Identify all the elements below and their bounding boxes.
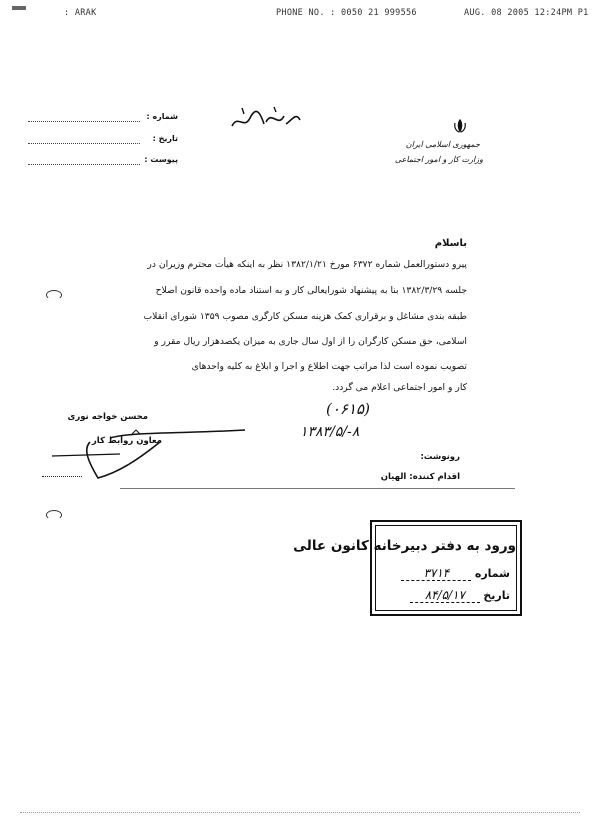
- footer-rule: [120, 488, 515, 489]
- stamp-date-label: تاریخ: [483, 589, 510, 602]
- copy-label: رونوشت:: [420, 452, 460, 462]
- org-line-2: وزارت کار و امور اجتماعی: [394, 155, 483, 164]
- stamp-number-value: ۳۷۱۴: [401, 566, 471, 581]
- handwritten-number: (۰۶۱۵): [326, 400, 370, 418]
- stamp-date-row: [382, 588, 510, 603]
- stamp-title: ورود به دفتر دبیرخانه کانون عالی: [293, 538, 516, 554]
- action-row: [381, 472, 460, 482]
- fax-datetime: AUG. 08 2005 12:24PM P1: [464, 8, 589, 18]
- scan-edge: [20, 812, 580, 813]
- punch-mark: [46, 510, 62, 520]
- body-line: جلسه ۱۳۸۲/۳/۲۹ بنا به پیشنهاد شورایعالی کار و به استناد ماده واحده قانون اصلاح: [155, 285, 467, 296]
- number-label: شماره :: [146, 112, 178, 121]
- scan-mark: [12, 6, 26, 10]
- stamp-number-label: شماره: [474, 567, 510, 580]
- emblem-icon: [452, 118, 468, 134]
- body-line: اسلامی، حق مسکن کارگران را از اول سال جاری به میزان یکصدهزار ریال مقرر و: [154, 336, 467, 347]
- date-label: تاریخ :: [152, 134, 178, 143]
- attachment-field: [28, 155, 178, 169]
- org-line-1: جمهوری اسلامی ایران: [405, 140, 480, 149]
- body-line: پیرو دستورالعمل شماره ۶۳۷۲ مورخ ۱۳۸۲/۱/۲۱ نظر به اینکه هیأت محترم وزیران در: [147, 259, 467, 270]
- action-label: اقدام کننده:: [409, 472, 460, 482]
- number-field: [28, 112, 178, 126]
- punch-mark: [46, 290, 62, 300]
- stamp-number-row: [382, 566, 510, 581]
- registry-stamp: [293, 520, 522, 616]
- signer-title: معاون روابط کار: [91, 436, 162, 446]
- invocation-calligraphy: [226, 104, 306, 134]
- body-line: طبقه بندی مشاغل و برقراری کمک هزینه مسکن کارگری مصوب ۱۳۵۹ شورای انقلاب: [143, 311, 467, 322]
- fax-sender: : ARAK: [64, 8, 97, 18]
- stamp-date-value: ۸۴/۵/۱۷: [410, 588, 480, 603]
- signer-name: محسن خواجه نوری: [67, 412, 148, 422]
- attachment-label: پیوست :: [144, 155, 178, 164]
- body-line: تصویب نموده است لذا مراتب جهت اطلاع و اجرا و ابلاغ به کلیه واحدهای: [191, 361, 467, 372]
- salutation: باسلام: [434, 238, 467, 249]
- action-value: الهیان: [380, 472, 407, 482]
- handwritten-date: ۱۳۸۳/۵/-۸: [300, 424, 360, 440]
- initials-mark: [42, 476, 82, 480]
- body-line: کار و امور اجتماعی اعلام می گردد.: [332, 382, 467, 393]
- date-field: [28, 134, 178, 148]
- fax-phone: PHONE NO. : 0050 21 999556: [276, 8, 417, 18]
